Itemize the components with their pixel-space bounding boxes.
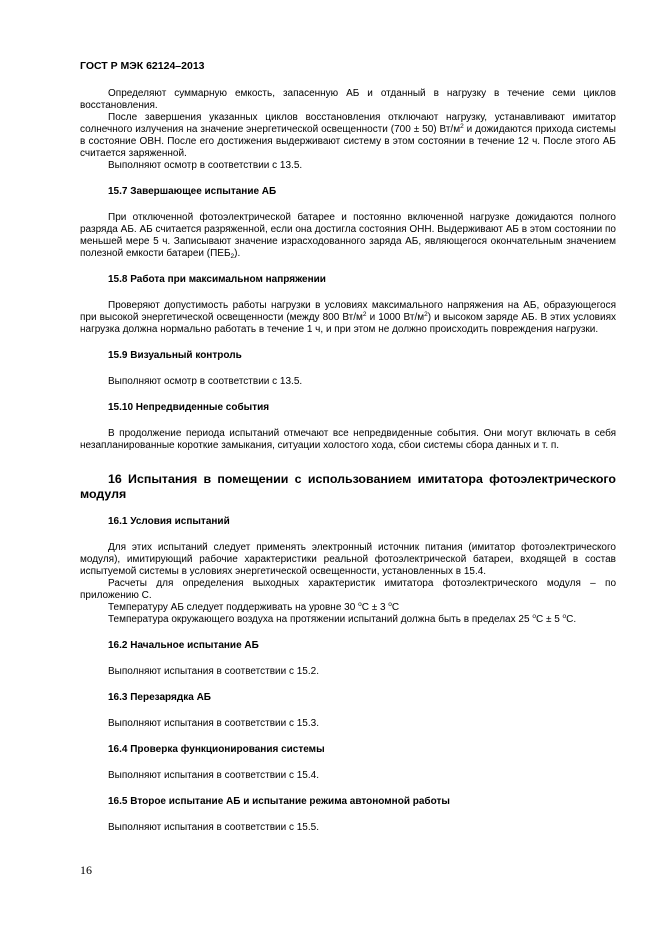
section-heading-15-9: 15.9 Визуальный контроль [108,350,242,361]
section-15-10-paragraph: В продолжение периода испытаний отмечают все непредвиденные события. Они могут включать в себя незапланированные короткие замыкания, ситуации холостого хода, сбои системы сбора данных и т. п. [80,428,616,451]
section-16-1-paragraph-1: Для этих испытаний следует применять электронный источник питания (имитатор фотоэлектрического модуля), имитирующий рабочие характеристики реальной фотоэлектрической батареи, входящей в состав испытуемой системы в условиях энергетической освещенности, установленных в 15.4. [80,542,616,577]
page-number: 16 [80,863,92,877]
intro-paragraph-3: Выполняют осмотр в соответствии с 13.5. [108,160,303,171]
section-16-2-paragraph: Выполняют испытания в соответствии с 15.2. [108,666,319,677]
section-15-8-paragraph: Проверяют допустимость работы нагрузки в условиях максимального напряжения на АБ, образующегося при высокой энергетической освещенности (между 800 $Вт/м^2$ и 1000 $Вт/м^2$) и высоком заряде АБ. В этих условиях нагрузка должна нормально работать в течение 1 ч, и при этом не должно происходить повреждения нагрузки. [80,300,616,335]
section-16-1-paragraph-3: Температуру АБ следует поддерживать на уровне 30 $^о$С ± 3 $^о$С [108,601,400,613]
section-16-1-paragraph-2: Расчеты для определения выходных характеристик имитатора фотоэлектрического модуля – по приложению С. [80,578,616,601]
section-heading-16-5: 16.5 Второе испытание АБ и испытание режима автономной работы [108,796,450,807]
section-heading-16-1: 16.1 Условия испытаний [108,516,230,527]
document-header: ГОСТ Р МЭК 62124–2013 [80,60,205,72]
intro-paragraph-1: Определяют суммарную емкость, запасенную АБ и отданный в нагрузку в течение семи циклов восстановления. [80,88,616,111]
section-heading-16-2: 16.2 Начальное испытание АБ [108,640,259,651]
document-body [80,88,616,834]
section-heading-15-8: 15.8 Работа при максимальном напряжении [108,274,326,285]
section-16-5-paragraph: Выполняют испытания в соответствии с 15.5. [108,822,319,833]
section-heading-16: 16 Испытания в помещении с использованием имитатора фотоэлектрического модуля [80,472,616,501]
section-16-3-paragraph: Выполняют испытания в соответствии с 15.3. [108,718,319,729]
section-heading-16-3: 16.3 Перезарядка АБ [108,692,211,703]
section-16-4-paragraph: Выполняют испытания в соответствии с 15.4. [108,770,319,781]
section-15-7-paragraph: При отключенной фотоэлектрической батарее и постоянно включенной нагрузке дожидаются полного разряда АБ. АБ считается разряженной, если она достигла состояния ОНН. Выдерживают АБ в этом состоянии по меньшей мере 5 ч. Записывают значение израсходованного заряда АБ, являющегося окончательным значением полезной емкости батареи $(ПЕБ_2)$. [80,212,616,260]
section-heading-16-4: 16.4 Проверка функционирования системы [108,744,325,755]
section-heading-15-10: 15.10 Непредвиденные события [108,402,270,413]
section-heading-15-7: 15.7 Завершающее испытание АБ [108,186,277,197]
section-16-1-paragraph-4: Температура окружающего воздуха на протяжении испытаний должна быть в пределах 25 $^о$С ± 5 $^о$С. [108,613,577,625]
section-15-9-paragraph: Выполняют осмотр в соответствии с 13.5. [108,376,303,387]
intro-paragraph-2: После завершения указанных циклов восстановления отключают нагрузку, устанавливают имитатор солнечного излучения на значение энергетической освещенности (700 ± 50) $Вт/м^2$ и дожидаются прихода системы в состояние ОВН. После его достижения выдерживают систему в этом состоянии в течение 12 ч. После этого АБ считается заряженной. [80,112,616,159]
